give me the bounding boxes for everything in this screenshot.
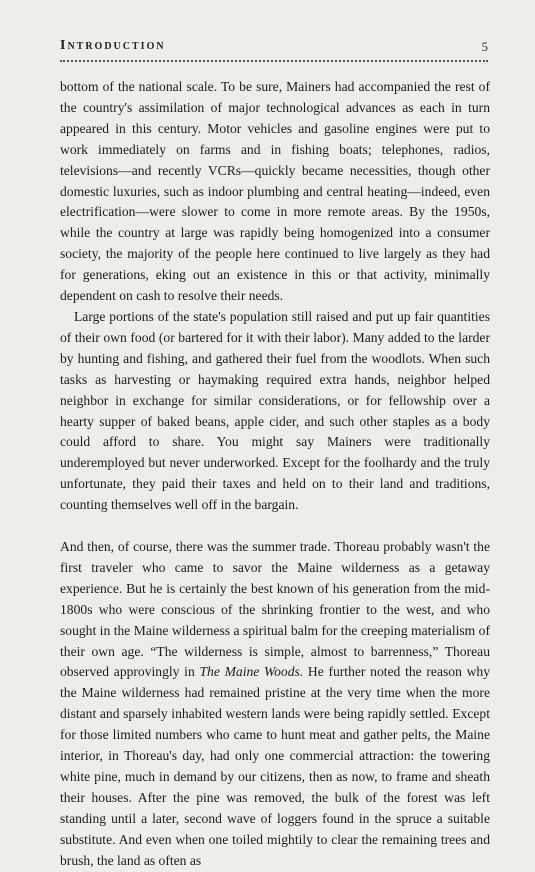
body-text (60, 77, 490, 872)
paragraph-3-text-after-title: He further noted the reason why the Maine wilderness had remained pristine at the very time when the more distant and sparsely inhabited western lands were being rapidly settled. Except for those limited numbers who came to hunt meat and gather pelts, the Maine interior, in Thoreau's day, had only one commercial attraction: the towering white pine, much in demand by our citizens, then as now, to frame and sheath their houses. After the pine was removed, the bulk of the forest was left standing until a later, second wave of loggers found in the spruce a suitable substitute. And even when one toiled mightily to clear the remaining trees and brush, the land as often as (60, 664, 490, 868)
book-title: The Maine Woods. (199, 664, 304, 680)
paragraph-3 (60, 537, 490, 872)
header-dotted-rule (60, 60, 488, 62)
running-head (60, 38, 488, 58)
paragraph-3-text-before-title: And then, of course, there was the summer trade. Thoreau probably wasn't the first traveler who came to savor the Maine wilderness as a getaway experience. But he is certainly the best known of his generation from the mid-1800s who were conscious of the shrinking frontier to the west, and who sought in the Maine wilderness a spiritual balm for the creeping materialism of their own age. “The wilderness is simple, almost to barrenness,” Thoreau observed approvingly in (60, 539, 490, 680)
section-title: Introduction (60, 38, 166, 53)
paragraph-1: bottom of the national scale. To be sure, Mainers had accompanied the rest of the country's assimilation of major technological advances as each in turn appeared in this century. Motor vehicles and gasoline engines were put to work immediately on farms and in fishing boats; telephones, radios, televisions—and recently VCRs—quickly became necessities, though other domestic luxuries, such as indoor plumbing and central heating—indeed, even electrification—were slower to come in more remote areas. By the 1950s, while the country at large was rapidly being homogenized into a consumer society, the majority of the people here continued to live largely as they had for generations, eking out an existence in this or that activity, minimally dependent on cash to resolve their needs. (60, 79, 490, 304)
page-number: 5 (481, 39, 488, 54)
paragraph-2: Large portions of the state's population still raised and put up fair quantities of their own food (or bartered for it with their labor). Many added to the larder by hunting and fishing, and gathered their fuel from the woodlots. When such tasks as harvesting or haymaking required extra hands, neighbor helped neighbor in exchange for similar considerations, or for fellowship over a hearty supper of baked beans, apple cider, and such other staples as a body could afford to share. You might say Mainers were traditionally underemployed but never underworked. Except for the foolhardy and the truly unfortunate, they paid their taxes and held on to their land and traditions, counting themselves well off in the bargain. (60, 308, 490, 513)
